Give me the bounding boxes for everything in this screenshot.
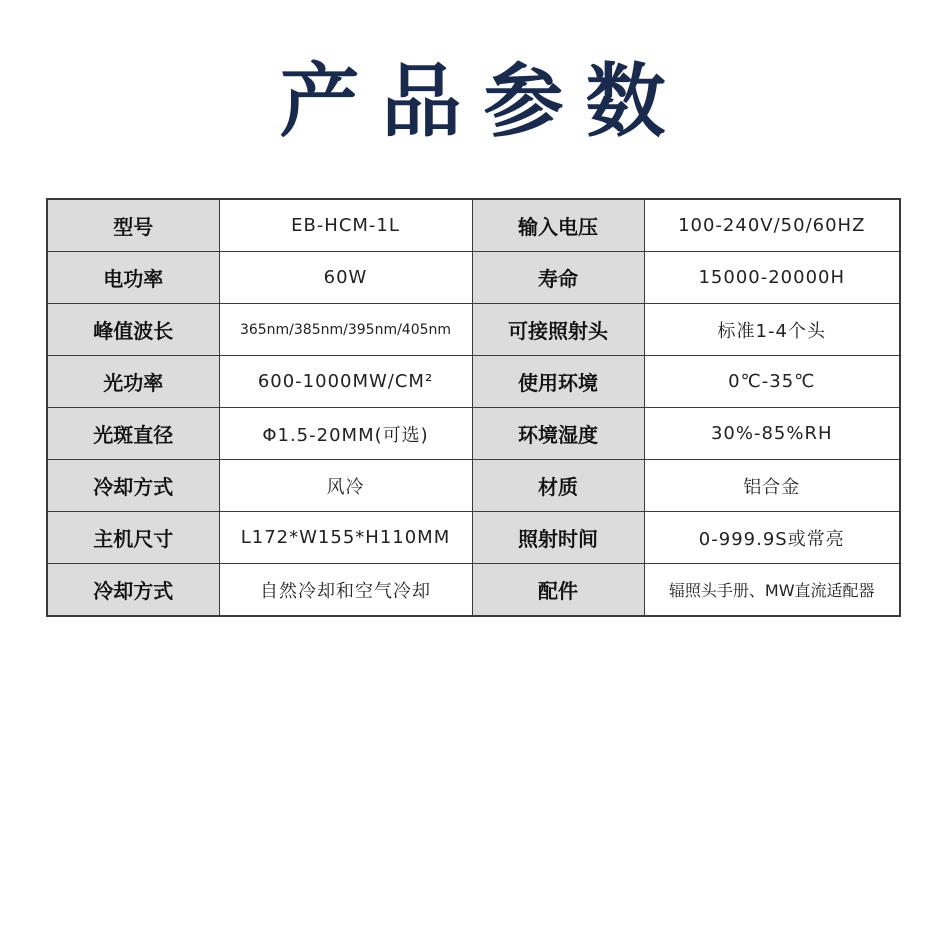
spec-value: 0-999.9S或常亮	[644, 512, 900, 564]
spec-label: 环境湿度	[472, 408, 644, 460]
table-row	[47, 356, 900, 408]
table-row	[47, 199, 900, 252]
spec-label: 材质	[472, 460, 644, 512]
spec-value: 辐照头手册、MW直流适配器	[644, 564, 900, 617]
spec-label: 使用环境	[472, 356, 644, 408]
table-row	[47, 512, 900, 564]
spec-label: 配件	[472, 564, 644, 617]
page-title: 产品参数	[279, 55, 688, 148]
spec-label: 主机尺寸	[47, 512, 219, 564]
spec-label: 输入电压	[472, 199, 644, 252]
spec-value: 60W	[219, 252, 472, 304]
spec-value: 0℃-35℃	[644, 356, 900, 408]
spec-value: 100-240V/50/60HZ	[644, 199, 900, 252]
spec-value: 自然冷却和空气冷却	[219, 564, 472, 617]
spec-value: 30%-85%RH	[644, 408, 900, 460]
spec-label: 光斑直径	[47, 408, 219, 460]
spec-value: Φ1.5-20MM(可选)	[219, 408, 472, 460]
table-row	[47, 252, 900, 304]
spec-label: 电功率	[47, 252, 219, 304]
spec-value: 风冷	[219, 460, 472, 512]
table-row	[47, 408, 900, 460]
table-row	[47, 564, 900, 617]
spec-label: 冷却方式	[47, 460, 219, 512]
spec-value: L172*W155*H110MM	[219, 512, 472, 564]
spec-value: 标准1-4个头	[644, 304, 900, 356]
spec-value: 365nm/385nm/395nm/405nm	[219, 304, 472, 356]
spec-label: 可接照射头	[472, 304, 644, 356]
spec-value: 铝合金	[644, 460, 900, 512]
spec-label: 寿命	[472, 252, 644, 304]
spec-label: 光功率	[47, 356, 219, 408]
spec-label: 照射时间	[472, 512, 644, 564]
spec-table	[46, 198, 901, 617]
spec-label: 型号	[47, 199, 219, 252]
table-row	[47, 304, 900, 356]
spec-value: 15000-20000H	[644, 252, 900, 304]
spec-value: EB-HCM-1L	[219, 199, 472, 252]
table-row	[47, 460, 900, 512]
spec-label: 峰值波长	[47, 304, 219, 356]
spec-value: 600-1000MW/CM²	[219, 356, 472, 408]
spec-label: 冷却方式	[47, 564, 219, 617]
